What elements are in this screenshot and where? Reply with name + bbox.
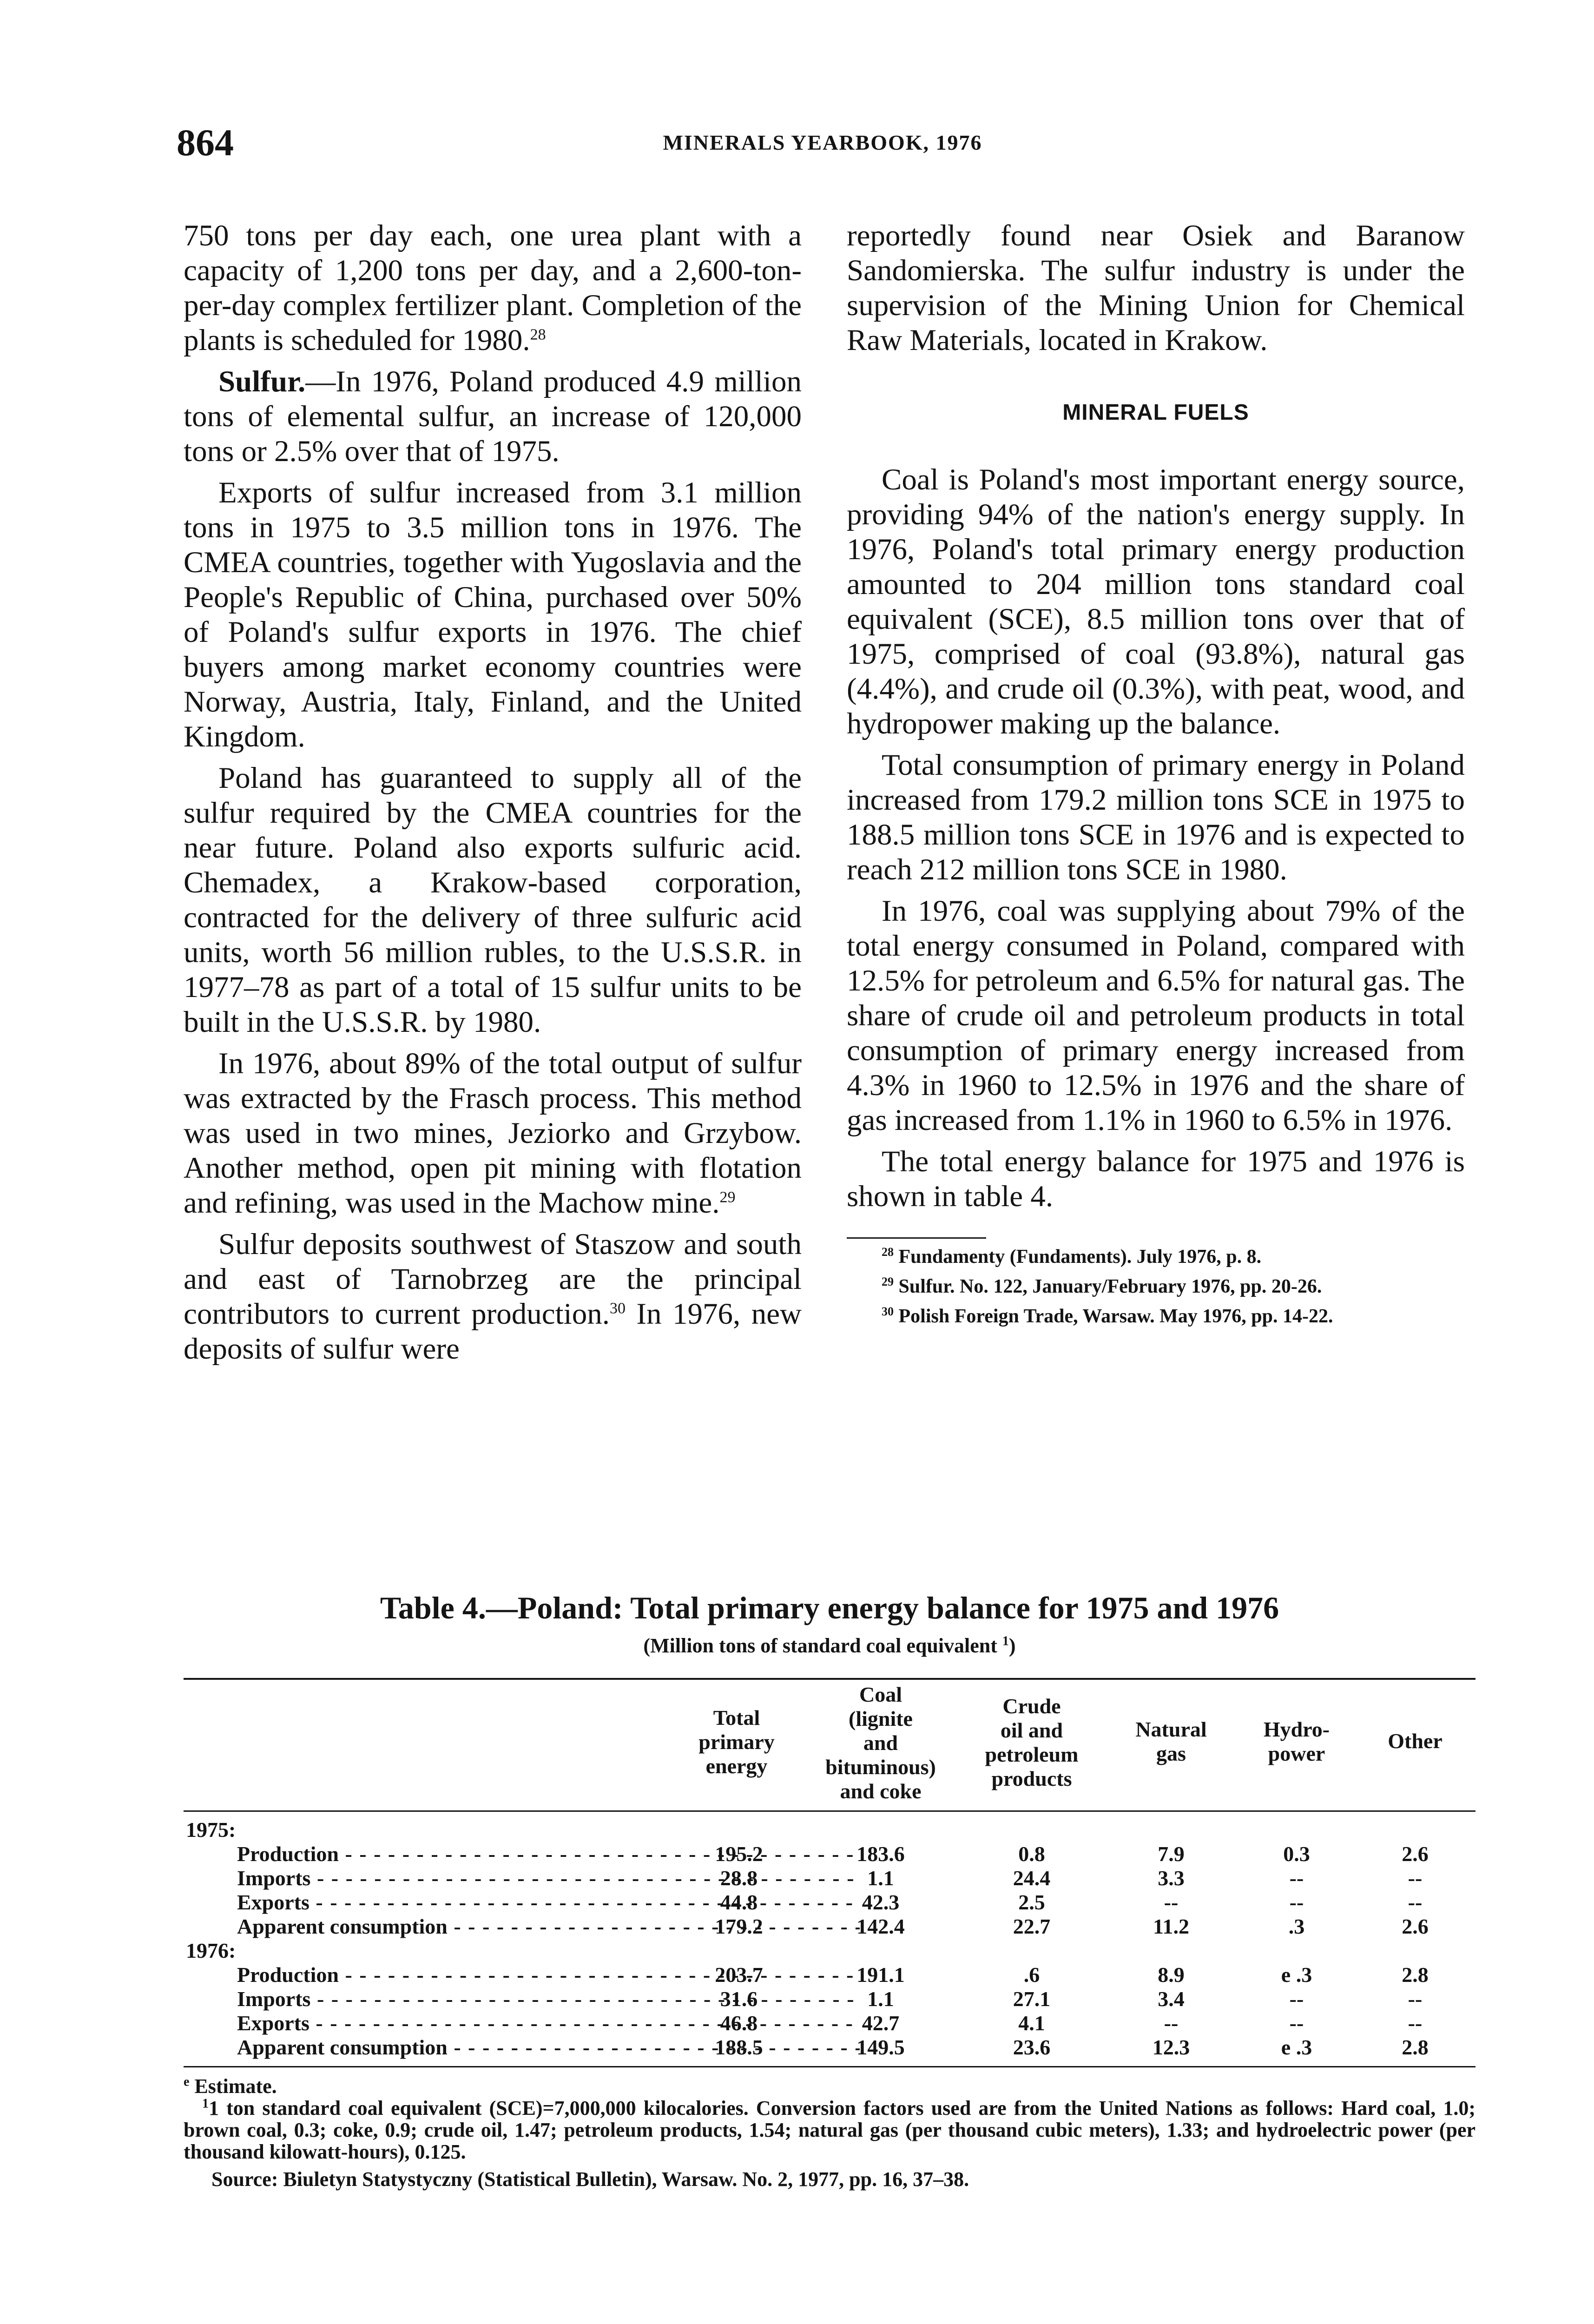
paragraph: reportedly found near Osiek and Baranow Sandomierska. The sulfur industry is under the supervision of the Mining Union for Chemical Raw Materials, located in Krakow.	[847, 219, 1465, 357]
running-title: MINERALS YEARBOOK, 1976	[663, 131, 982, 154]
column-header-coal: Coal (lignite and bituminous) and coke	[825, 1683, 936, 1803]
paragraph: Poland has guaranteed to supply all of the sulfur required by the CMEA countries for the near future. Poland also exports sulfuric acid. Chemadex, a Krakow-based corporation, contracted for the delivery of three sulfuric acid units, worth 56 million rubles, to the U.S.S.R. in 1977–78 as part of a total of 15 sulfur units to be built in the U.S.S.R. by 1980.	[184, 761, 802, 1039]
table-row: Imports - - - 28.8 1.1 24.4 3.3 -- --	[184, 1866, 1475, 1890]
paragraph: Exports of sulfur increased from 3.1 million tons in 1975 to 3.5 million tons in 1976. The CMEA countries, together with Yugoslavia and the People's Republic of China, purchased over 50% of Poland's sulfur exports in 1976. The chief buyers among market economy countries were Norway, Austria, Italy, Finland, and the United Kingdom.	[184, 476, 802, 753]
year-label-1976: 1976:	[186, 1939, 236, 1962]
column-header-hydropower: Hydro- power	[1263, 1717, 1330, 1765]
footnote-ref: 28	[530, 326, 546, 343]
table-row: Apparent consumption - - - 188.5 149.5 23.6 12.3 e .3 2.8	[184, 2035, 1475, 2059]
footnote-divider	[847, 1237, 986, 1239]
right-column	[847, 218, 1465, 1334]
footnote-ref: 29	[719, 1188, 736, 1206]
table-subtitle: (Million tons of standard coal equivalent $^1$)	[643, 1634, 1016, 1657]
footnote: $^{30}$ Polish Foreign Trade, Warsaw. May 1976, pp. 14-22.	[882, 1305, 1333, 1327]
table-top-rule	[184, 1678, 1475, 1680]
table-row: Imports - - - 31.6 1.1 27.1 3.4 -- --	[184, 1987, 1475, 2011]
page-number: 864	[177, 121, 234, 164]
paragraph: Coal is Poland's most important energy source, providing 94% of the nation's energy supply. In 1976, Poland's total primary energy production amounted to 204 million tons standard coal equivalent (SCE), 8.5 million tons over that of 1975, comprised of coal (93.8%), natural gas (4.4%), and crude oil (0.3%), with peat, wood, and hydropower making up the balance.	[847, 463, 1465, 740]
paragraph: In 1976, about 89% of the total output of sulfur was extracted by the Frasch process. This method was used in two mines, Jeziorko and Grzybow. Another method, open pit mining with flotation and refining, was used in the Machow mine.$^{29}$	[184, 1047, 802, 1220]
column-header-natural-gas: Natural gas	[1135, 1717, 1207, 1765]
column-header-other: Other	[1388, 1729, 1443, 1753]
footnote: $^{28}$ Fundamenty (Fundaments). July 1976, p. 8.	[882, 1245, 1262, 1268]
table-row: Production - - - 195.2 183.6 0.8 7.9 0.3 2.6	[184, 1842, 1475, 1866]
year-label-1975: 1975:	[186, 1818, 236, 1842]
table-row: Exports - - - 46.8 42.7 4.1 -- -- --	[184, 2011, 1475, 2035]
table-row: Apparent consumption - - - 179.2 142.4 22.7 11.2 .3 2.6	[184, 1914, 1475, 1938]
paragraph: Total consumption of primary energy in Poland increased from 179.2 million tons SCE in 1975 to 188.5 million tons SCE in 1976 and is expected to reach 212 million tons SCE in 1980.	[847, 748, 1465, 886]
table-header-rule	[184, 1810, 1475, 1812]
note-estimate: $^e$ Estimate.	[184, 2074, 277, 2098]
paragraph: In 1976, coal was supplying about 79% of the total energy consumed in Poland, compared with 12.5% for petroleum and 6.5% for natural gas. The share of crude oil and petroleum products in total consumption of primary energy increased from 4.3% in 1960 to 12.5% in 1976 and the share of gas increased from 1.1% in 1960 to 6.5% in 1976.	[847, 894, 1465, 1137]
section-heading: MINERAL FUELS	[1062, 400, 1249, 425]
paragraph-sulfur: Sulfur.—In 1976, Poland produced 4.9 million tons of elemental sulfur, an increase of 120,000 tons or 2.5% over that of 1975.	[184, 365, 802, 468]
table-bottom-rule	[184, 2066, 1475, 2067]
paragraph: Sulfur deposits southwest of Staszow and south and east of Tarnobrzeg are the principal contributors to current production.$^{30}$ In 1976, new deposits of sulfur were	[184, 1228, 802, 1366]
table-notes	[184, 2075, 1475, 2190]
table-title: Table 4.—Poland: Total primary energy balance for 1975 and 1976	[380, 1590, 1279, 1625]
left-column	[184, 218, 802, 1373]
sulfur-heading: Sulfur.	[218, 365, 306, 398]
table-row: Exports - - - 44.8 42.3 2.5 -- -- --	[184, 1890, 1475, 1914]
page-header	[177, 121, 1469, 177]
table-row: Production - - - 203.7 191.1 .6 8.9 e .3 2.8	[184, 1962, 1475, 1987]
column-header-crude-oil: Crude oil and petroleum products	[985, 1694, 1079, 1790]
paragraph: The total energy balance for 1975 and 1976 is shown in table 4.	[847, 1145, 1465, 1213]
table-source: Source: Biuletyn Statystyczny (Statistical Bulletin), Warsaw. No. 2, 1977, pp. 16, 37–38.	[211, 2168, 969, 2191]
paragraph: 750 tons per day each, one urea plant with a capacity of 1,200 tons per day, and a 2,600-ton-per-day complex fertilizer plant. Completion of the plants is scheduled for 1980.28	[184, 219, 802, 357]
footnote: $^{29}$ Sulfur. No. 122, January/February 1976, pp. 20-26.	[882, 1275, 1322, 1297]
column-header-total: Total primary energy	[698, 1706, 775, 1778]
footnote-ref: 30	[609, 1300, 626, 1317]
note-conversion: $^1$1 ton standard coal equivalent (SCE)=7,000,000 kilocalories. Conversion factors used are from the United Nations as follows: Hard coal, 1.0; brown coal, 0.3; coke, 0.9; crude oil, 1.47; petroleum products, 1.54; natural gas (per thousand cubic meters), 1.33; and hydroelectric power (per thousand kilowatt-hours), 0.125.	[184, 2096, 1475, 2163]
